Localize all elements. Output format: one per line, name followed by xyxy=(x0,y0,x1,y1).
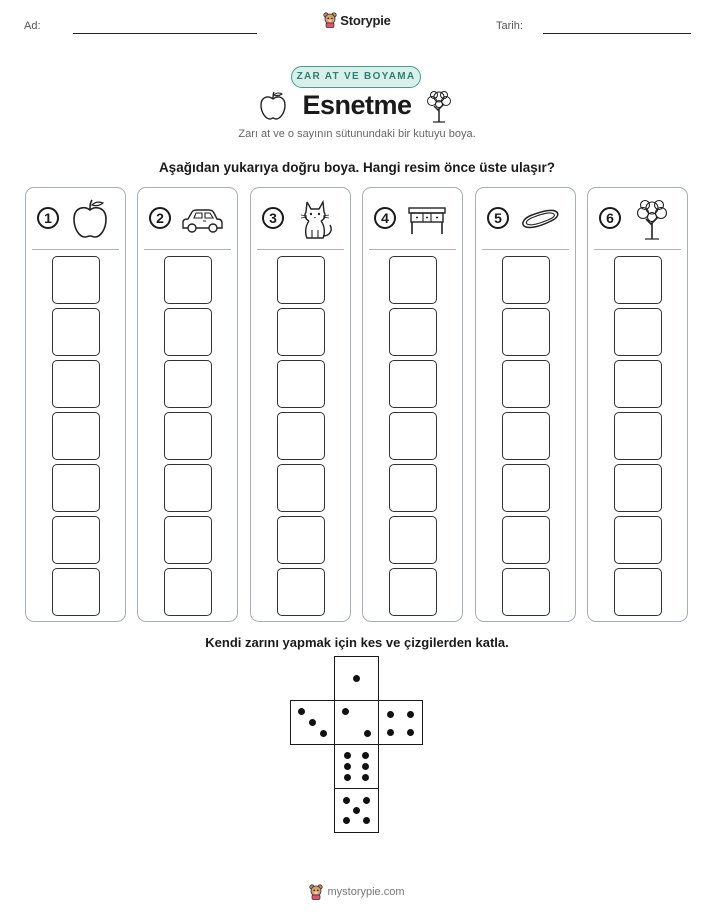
color-box[interactable] xyxy=(164,360,212,408)
column-number: 1 xyxy=(37,207,59,229)
name-label: Ad: xyxy=(24,20,41,32)
pip xyxy=(387,729,394,736)
pip xyxy=(344,763,351,770)
color-box[interactable] xyxy=(614,516,662,564)
column-4 xyxy=(362,187,463,622)
brand-name: Storypie xyxy=(340,12,391,28)
pip xyxy=(343,817,350,824)
color-box[interactable] xyxy=(164,568,212,616)
date-label: Tarih: xyxy=(496,20,523,32)
color-box[interactable] xyxy=(389,308,437,356)
color-box[interactable] xyxy=(389,568,437,616)
subtitle: Zarı at ve o sayının sütunundaki bir kutuyu boya. xyxy=(238,128,476,140)
color-box[interactable] xyxy=(277,516,325,564)
pip xyxy=(342,708,349,715)
dice-face-5 xyxy=(334,788,379,833)
color-box[interactable] xyxy=(614,360,662,408)
tree-icon xyxy=(630,198,674,240)
column-number: 4 xyxy=(374,207,396,229)
column-number: 5 xyxy=(487,207,509,229)
pip xyxy=(298,708,305,715)
pip xyxy=(407,711,414,718)
column-2 xyxy=(137,187,238,622)
pip xyxy=(363,797,370,804)
color-box[interactable] xyxy=(277,412,325,460)
dice-face-6 xyxy=(334,744,379,789)
color-box[interactable] xyxy=(277,256,325,304)
color-box[interactable] xyxy=(614,568,662,616)
color-box[interactable] xyxy=(52,568,100,616)
dice-face-3 xyxy=(290,700,335,745)
apple-icon xyxy=(68,198,112,240)
column-divider xyxy=(594,249,681,250)
column-divider xyxy=(32,249,119,250)
color-box[interactable] xyxy=(502,516,550,564)
column-number: 3 xyxy=(262,207,284,229)
pip xyxy=(309,719,316,726)
color-box[interactable] xyxy=(52,360,100,408)
color-box[interactable] xyxy=(277,308,325,356)
pip xyxy=(362,774,369,781)
column-number: 6 xyxy=(599,207,621,229)
cat-icon xyxy=(293,198,337,240)
dice-face-1-top xyxy=(334,656,379,701)
color-box[interactable] xyxy=(389,412,437,460)
color-box[interactable] xyxy=(52,308,100,356)
color-box[interactable] xyxy=(502,308,550,356)
column-3 xyxy=(250,187,351,622)
pip xyxy=(344,752,351,759)
dice-face-4 xyxy=(378,700,423,745)
pip xyxy=(320,730,327,737)
color-box[interactable] xyxy=(389,464,437,512)
color-box[interactable] xyxy=(277,360,325,408)
column-5 xyxy=(475,187,576,622)
color-box[interactable] xyxy=(164,412,212,460)
pip xyxy=(353,807,360,814)
pip xyxy=(407,729,414,736)
color-box[interactable] xyxy=(614,256,662,304)
dice-instruction: Kendi zarını yapmak için kes ve çizgilerden katla. xyxy=(205,635,509,650)
pip xyxy=(344,774,351,781)
color-box[interactable] xyxy=(614,308,662,356)
pip xyxy=(343,797,350,804)
pip xyxy=(387,711,394,718)
pip xyxy=(364,730,371,737)
color-box[interactable] xyxy=(502,360,550,408)
bear-logo-icon xyxy=(309,884,323,900)
color-box[interactable] xyxy=(614,412,662,460)
brand-logo xyxy=(0,12,714,33)
color-box[interactable] xyxy=(277,464,325,512)
column-divider xyxy=(482,249,569,250)
color-box[interactable] xyxy=(164,516,212,564)
color-box[interactable] xyxy=(389,516,437,564)
color-box[interactable] xyxy=(502,568,550,616)
pip xyxy=(363,817,370,824)
column-1 xyxy=(25,187,126,622)
color-box[interactable] xyxy=(164,308,212,356)
color-box[interactable] xyxy=(277,568,325,616)
dice-face-1-center xyxy=(334,700,379,745)
color-box[interactable] xyxy=(389,256,437,304)
color-box[interactable] xyxy=(164,464,212,512)
rubber-band-icon xyxy=(518,198,562,240)
color-box[interactable] xyxy=(52,412,100,460)
column-divider xyxy=(144,249,231,250)
instruction: Aşağıdan yukarıya doğru boya. Hangi resim önce üste ulaşır? xyxy=(158,160,556,175)
color-box[interactable] xyxy=(502,256,550,304)
name-line[interactable] xyxy=(73,33,257,34)
color-box[interactable] xyxy=(52,464,100,512)
column-divider xyxy=(257,249,344,250)
tree-icon xyxy=(424,89,454,123)
page-title: Esnetme xyxy=(302,90,412,120)
color-box[interactable] xyxy=(502,412,550,460)
color-box[interactable] xyxy=(52,256,100,304)
date-line[interactable] xyxy=(543,33,691,34)
pip xyxy=(353,675,360,682)
footer-url[interactable]: mystorypie.com xyxy=(327,886,405,898)
color-box[interactable] xyxy=(52,516,100,564)
column-6 xyxy=(587,187,688,622)
color-box[interactable] xyxy=(502,464,550,512)
color-box[interactable] xyxy=(164,256,212,304)
desk-icon xyxy=(405,198,449,240)
color-box[interactable] xyxy=(614,464,662,512)
pip xyxy=(362,752,369,759)
pip xyxy=(362,763,369,770)
footer xyxy=(0,884,714,905)
color-box[interactable] xyxy=(389,360,437,408)
car-icon xyxy=(180,198,224,240)
column-divider xyxy=(369,249,456,250)
activity-badge: ZAR AT VE BOYAMA xyxy=(291,66,421,88)
bear-logo-icon xyxy=(323,12,337,28)
column-number: 2 xyxy=(149,207,171,229)
